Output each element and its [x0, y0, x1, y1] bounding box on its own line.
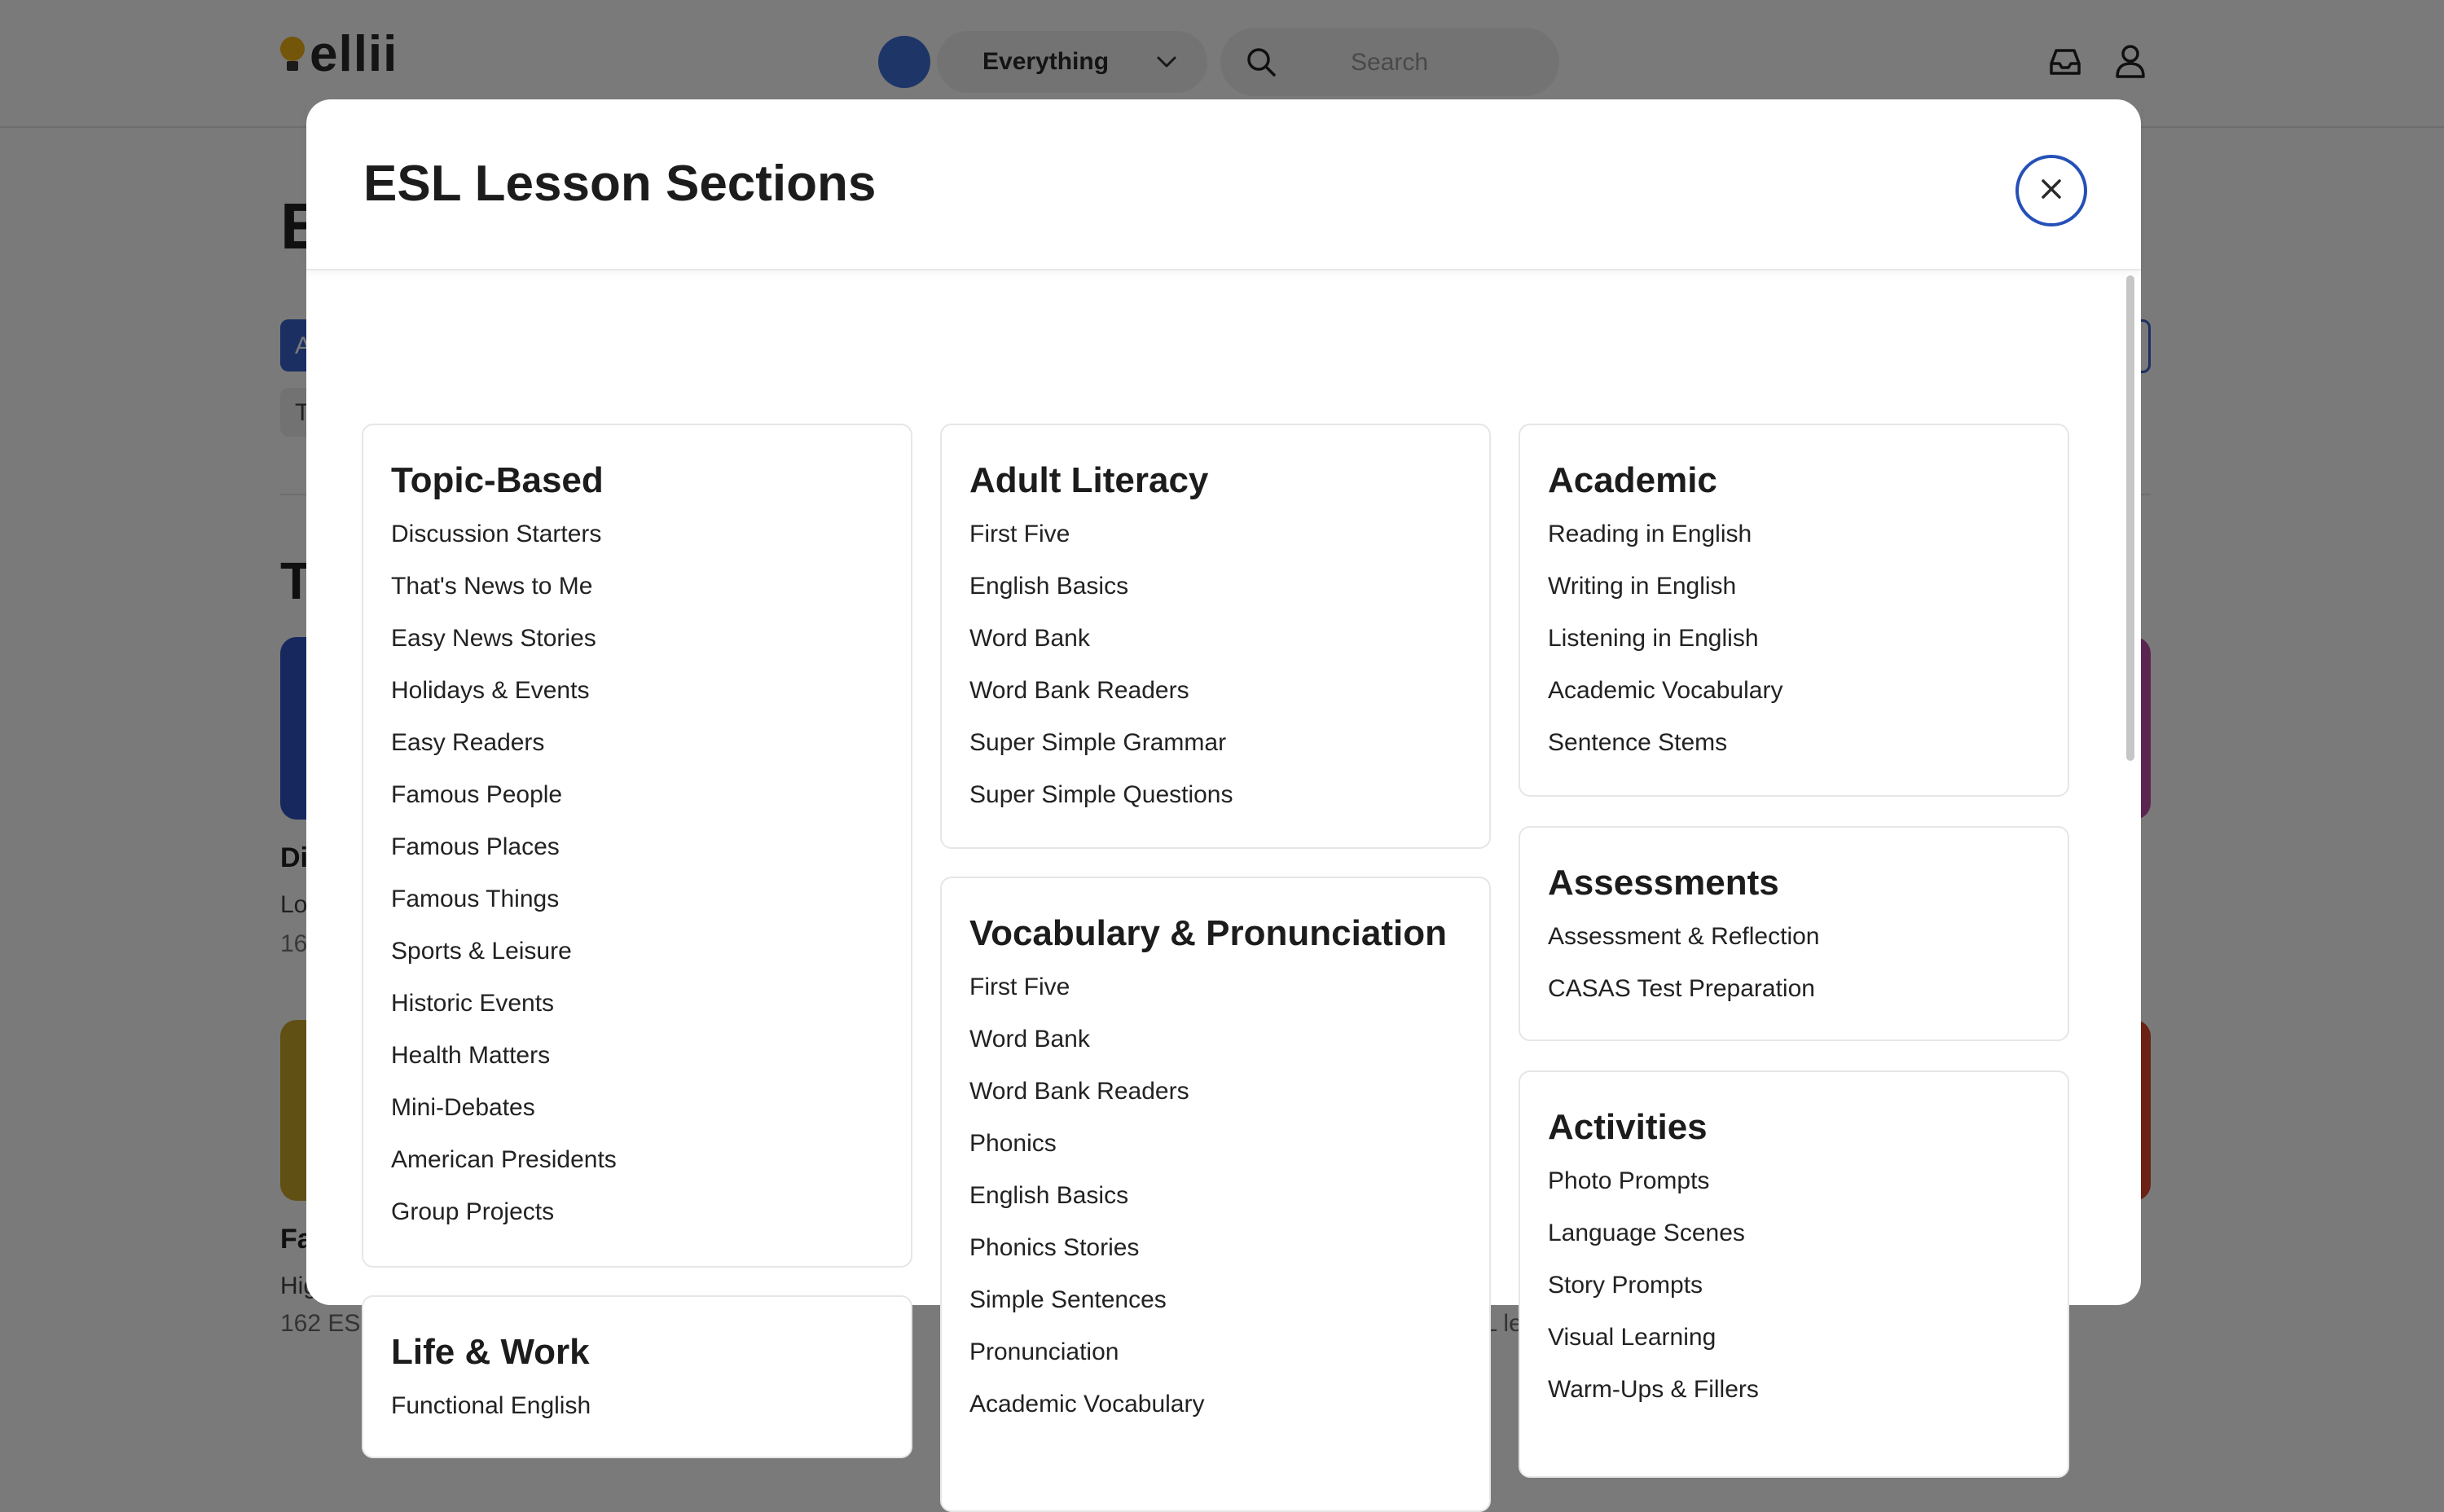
section-link[interactable]: Super Simple Questions [969, 781, 1233, 808]
section-card-topic-based [362, 424, 912, 1268]
close-icon[interactable] [2039, 177, 2064, 205]
section-link[interactable]: Famous Things [391, 886, 560, 912]
section-card-adult-literacy [940, 424, 1491, 849]
section-link[interactable]: Word Bank [969, 1026, 1090, 1053]
section-link[interactable]: First Five [969, 974, 1070, 1000]
section-card-life-work [362, 1295, 912, 1458]
section-link[interactable]: Reading in English [1548, 521, 1752, 547]
modal-scrollbar[interactable] [2126, 275, 2134, 1302]
section-link[interactable]: Story Prompts [1548, 1272, 1703, 1299]
section-link[interactable]: Academic Vocabulary [969, 1391, 1205, 1418]
section-link[interactable]: Holidays & Events [391, 677, 590, 704]
section-card-activities [1519, 1070, 2069, 1478]
section-link[interactable]: Historic Events [391, 990, 555, 1017]
section-link[interactable]: Sports & Leisure [391, 938, 572, 965]
section-link[interactable]: Famous People [391, 781, 563, 808]
section-title: Adult Literacy [969, 460, 1209, 500]
section-link[interactable]: That's News to Me [391, 573, 593, 600]
section-link[interactable]: Writing in English [1548, 573, 1737, 600]
section-link[interactable]: Word Bank Readers [969, 1078, 1189, 1105]
section-title: Activities [1548, 1107, 1708, 1147]
section-link[interactable]: Functional English [391, 1392, 591, 1419]
section-link[interactable]: Word Bank [969, 625, 1090, 652]
section-link[interactable]: Sentence Stems [1548, 729, 1728, 756]
section-link[interactable]: Easy News Stories [391, 625, 596, 652]
section-link[interactable]: English Basics [969, 573, 1129, 600]
section-link[interactable]: Pronunciation [969, 1338, 1119, 1365]
section-link[interactable]: Assessment & Reflection [1548, 923, 1820, 950]
section-link[interactable]: Famous Places [391, 833, 560, 860]
section-link[interactable]: Mini-Debates [391, 1094, 535, 1121]
lesson-sections-modal [306, 99, 2141, 1419]
section-link[interactable]: American Presidents [391, 1146, 617, 1173]
section-card-academic [1519, 424, 2069, 797]
section-link[interactable]: Phonics [969, 1130, 1057, 1157]
section-title: Assessments [1548, 863, 1779, 903]
section-link[interactable]: Phonics Stories [969, 1234, 1140, 1261]
section-link[interactable]: Warm-Ups & Fillers [1548, 1376, 1759, 1403]
section-link[interactable]: First Five [969, 521, 1070, 547]
section-link[interactable]: Visual Learning [1548, 1324, 1717, 1351]
section-title: Vocabulary & Pronunciation [969, 913, 1447, 953]
modal-title: ESL Lesson Sections [363, 156, 877, 212]
section-title: Academic [1548, 460, 1717, 500]
section-card-assessments [1519, 826, 2069, 1041]
section-link[interactable]: Language Scenes [1548, 1220, 1745, 1246]
modal-body[interactable] [306, 272, 2141, 1419]
section-title: Topic-Based [391, 460, 604, 500]
section-link[interactable]: Photo Prompts [1548, 1167, 1710, 1194]
section-link[interactable]: Word Bank Readers [969, 677, 1189, 704]
section-link[interactable]: Simple Sentences [969, 1286, 1167, 1313]
section-card-vocabulary-pronunciation [940, 877, 1491, 1512]
section-link[interactable]: Group Projects [391, 1198, 555, 1225]
section-link[interactable]: Discussion Starters [391, 521, 602, 547]
section-title: Life & Work [391, 1332, 590, 1372]
section-link[interactable]: English Basics [969, 1182, 1129, 1209]
section-link[interactable]: Health Matters [391, 1042, 551, 1069]
section-link[interactable]: Super Simple Grammar [969, 729, 1227, 756]
section-link[interactable]: Easy Readers [391, 729, 545, 756]
scrollbar-thumb[interactable] [2126, 275, 2134, 761]
section-link[interactable]: Academic Vocabulary [1548, 677, 1783, 704]
section-link[interactable]: CASAS Test Preparation [1548, 975, 1815, 1002]
section-link[interactable]: Listening in English [1548, 625, 1759, 652]
modal-header [306, 99, 2141, 270]
close-button[interactable] [2015, 155, 2087, 226]
